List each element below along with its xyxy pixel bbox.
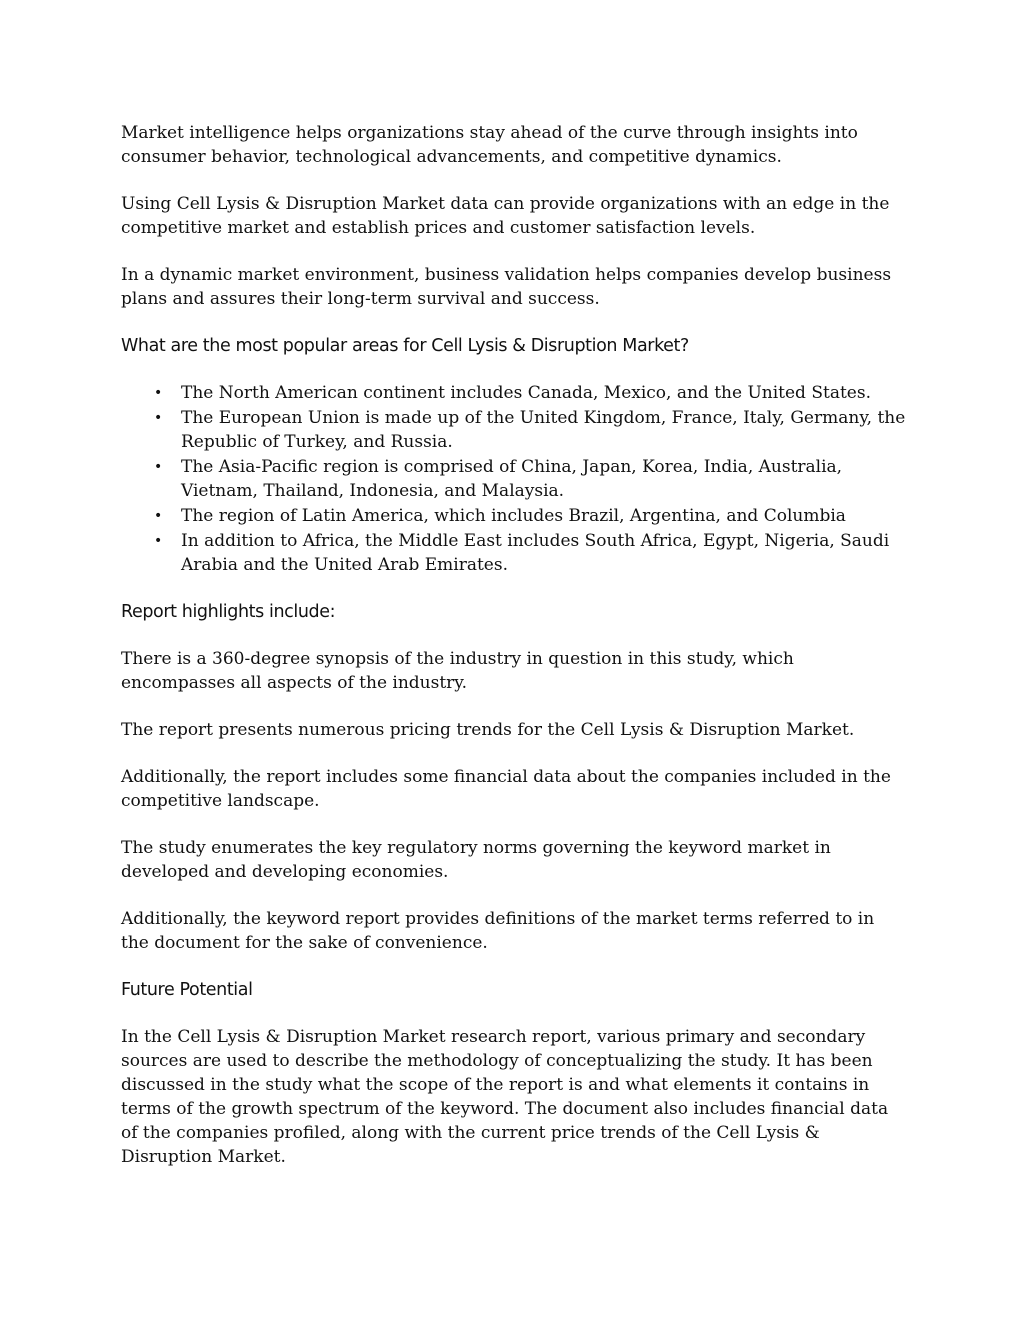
intro-paragraph-3: In a dynamic market environment, business validation helps companies develop business plans and assures their long-term survival and success. (121, 265, 892, 309)
regions-list (121, 381, 906, 577)
document-page (121, 121, 906, 1192)
list-item (121, 381, 906, 405)
bullet-icon: • (154, 385, 163, 401)
list-item (121, 406, 906, 454)
list-item-text: The North American continent includes Canada, Mexico, and the United States. (181, 383, 871, 403)
regions-heading: What are the most popular areas for Cell Lysis & Disruption Market? (121, 336, 689, 356)
list-item (121, 529, 906, 577)
intro-paragraph-1: Market intelligence helps organizations stay ahead of the curve through insights into consumer behavior, technological advancements, and competitive dynamics. (121, 123, 858, 167)
highlights-paragraph-1: There is a 360-degree synopsis of the industry in question in this study, which encompasses all aspects of the industry. (121, 649, 794, 693)
highlights-paragraph-5: Additionally, the keyword report provides definitions of the market terms referred to in the document for the sake of convenience. (121, 909, 875, 953)
bullet-icon: • (154, 410, 163, 426)
bullet-icon: • (154, 533, 163, 549)
list-item (121, 455, 906, 503)
intro-paragraph-2: Using Cell Lysis & Disruption Market data can provide organizations with an edge in the competitive market and establish prices and customer satisfaction levels. (121, 194, 890, 238)
list-item-text: In addition to Africa, the Middle East includes South Africa, Egypt, Nigeria, Saudi Arabia and the United Arab Emirates. (181, 531, 890, 575)
list-item-text: The Asia-Pacific region is comprised of China, Japan, Korea, India, Australia, Vietnam, Thailand, Indonesia, and Malaysia. (181, 457, 843, 501)
highlights-paragraph-4: The study enumerates the key regulatory norms governing the keyword market in developed and developing economies. (121, 838, 831, 882)
list-item (121, 504, 906, 528)
bullet-icon: • (154, 459, 163, 475)
list-item-text: The European Union is made up of the United Kingdom, France, Italy, Germany, the Republic of Turkey, and Russia. (181, 408, 906, 452)
future-heading: Future Potential (121, 980, 253, 1000)
list-item-text: The region of Latin America, which includes Brazil, Argentina, and Columbia (181, 506, 846, 526)
highlights-paragraph-3: Additionally, the report includes some financial data about the companies included in the competitive landscape. (121, 767, 891, 811)
highlights-paragraph-2: The report presents numerous pricing trends for the Cell Lysis & Disruption Market. (121, 720, 855, 740)
bullet-icon: • (154, 508, 163, 524)
future-paragraph: In the Cell Lysis & Disruption Market research report, various primary and secondary sources are used to describe the methodology of conceptualizing the study. It has been discussed in the study what the scope of the report is and what elements it contains in terms of the growth spectrum of the keyword. The document also includes financial data of the companies profiled, along with the current price trends of the Cell Lysis & Disruption Market. (121, 1027, 889, 1167)
highlights-heading: Report highlights include: (121, 602, 336, 622)
